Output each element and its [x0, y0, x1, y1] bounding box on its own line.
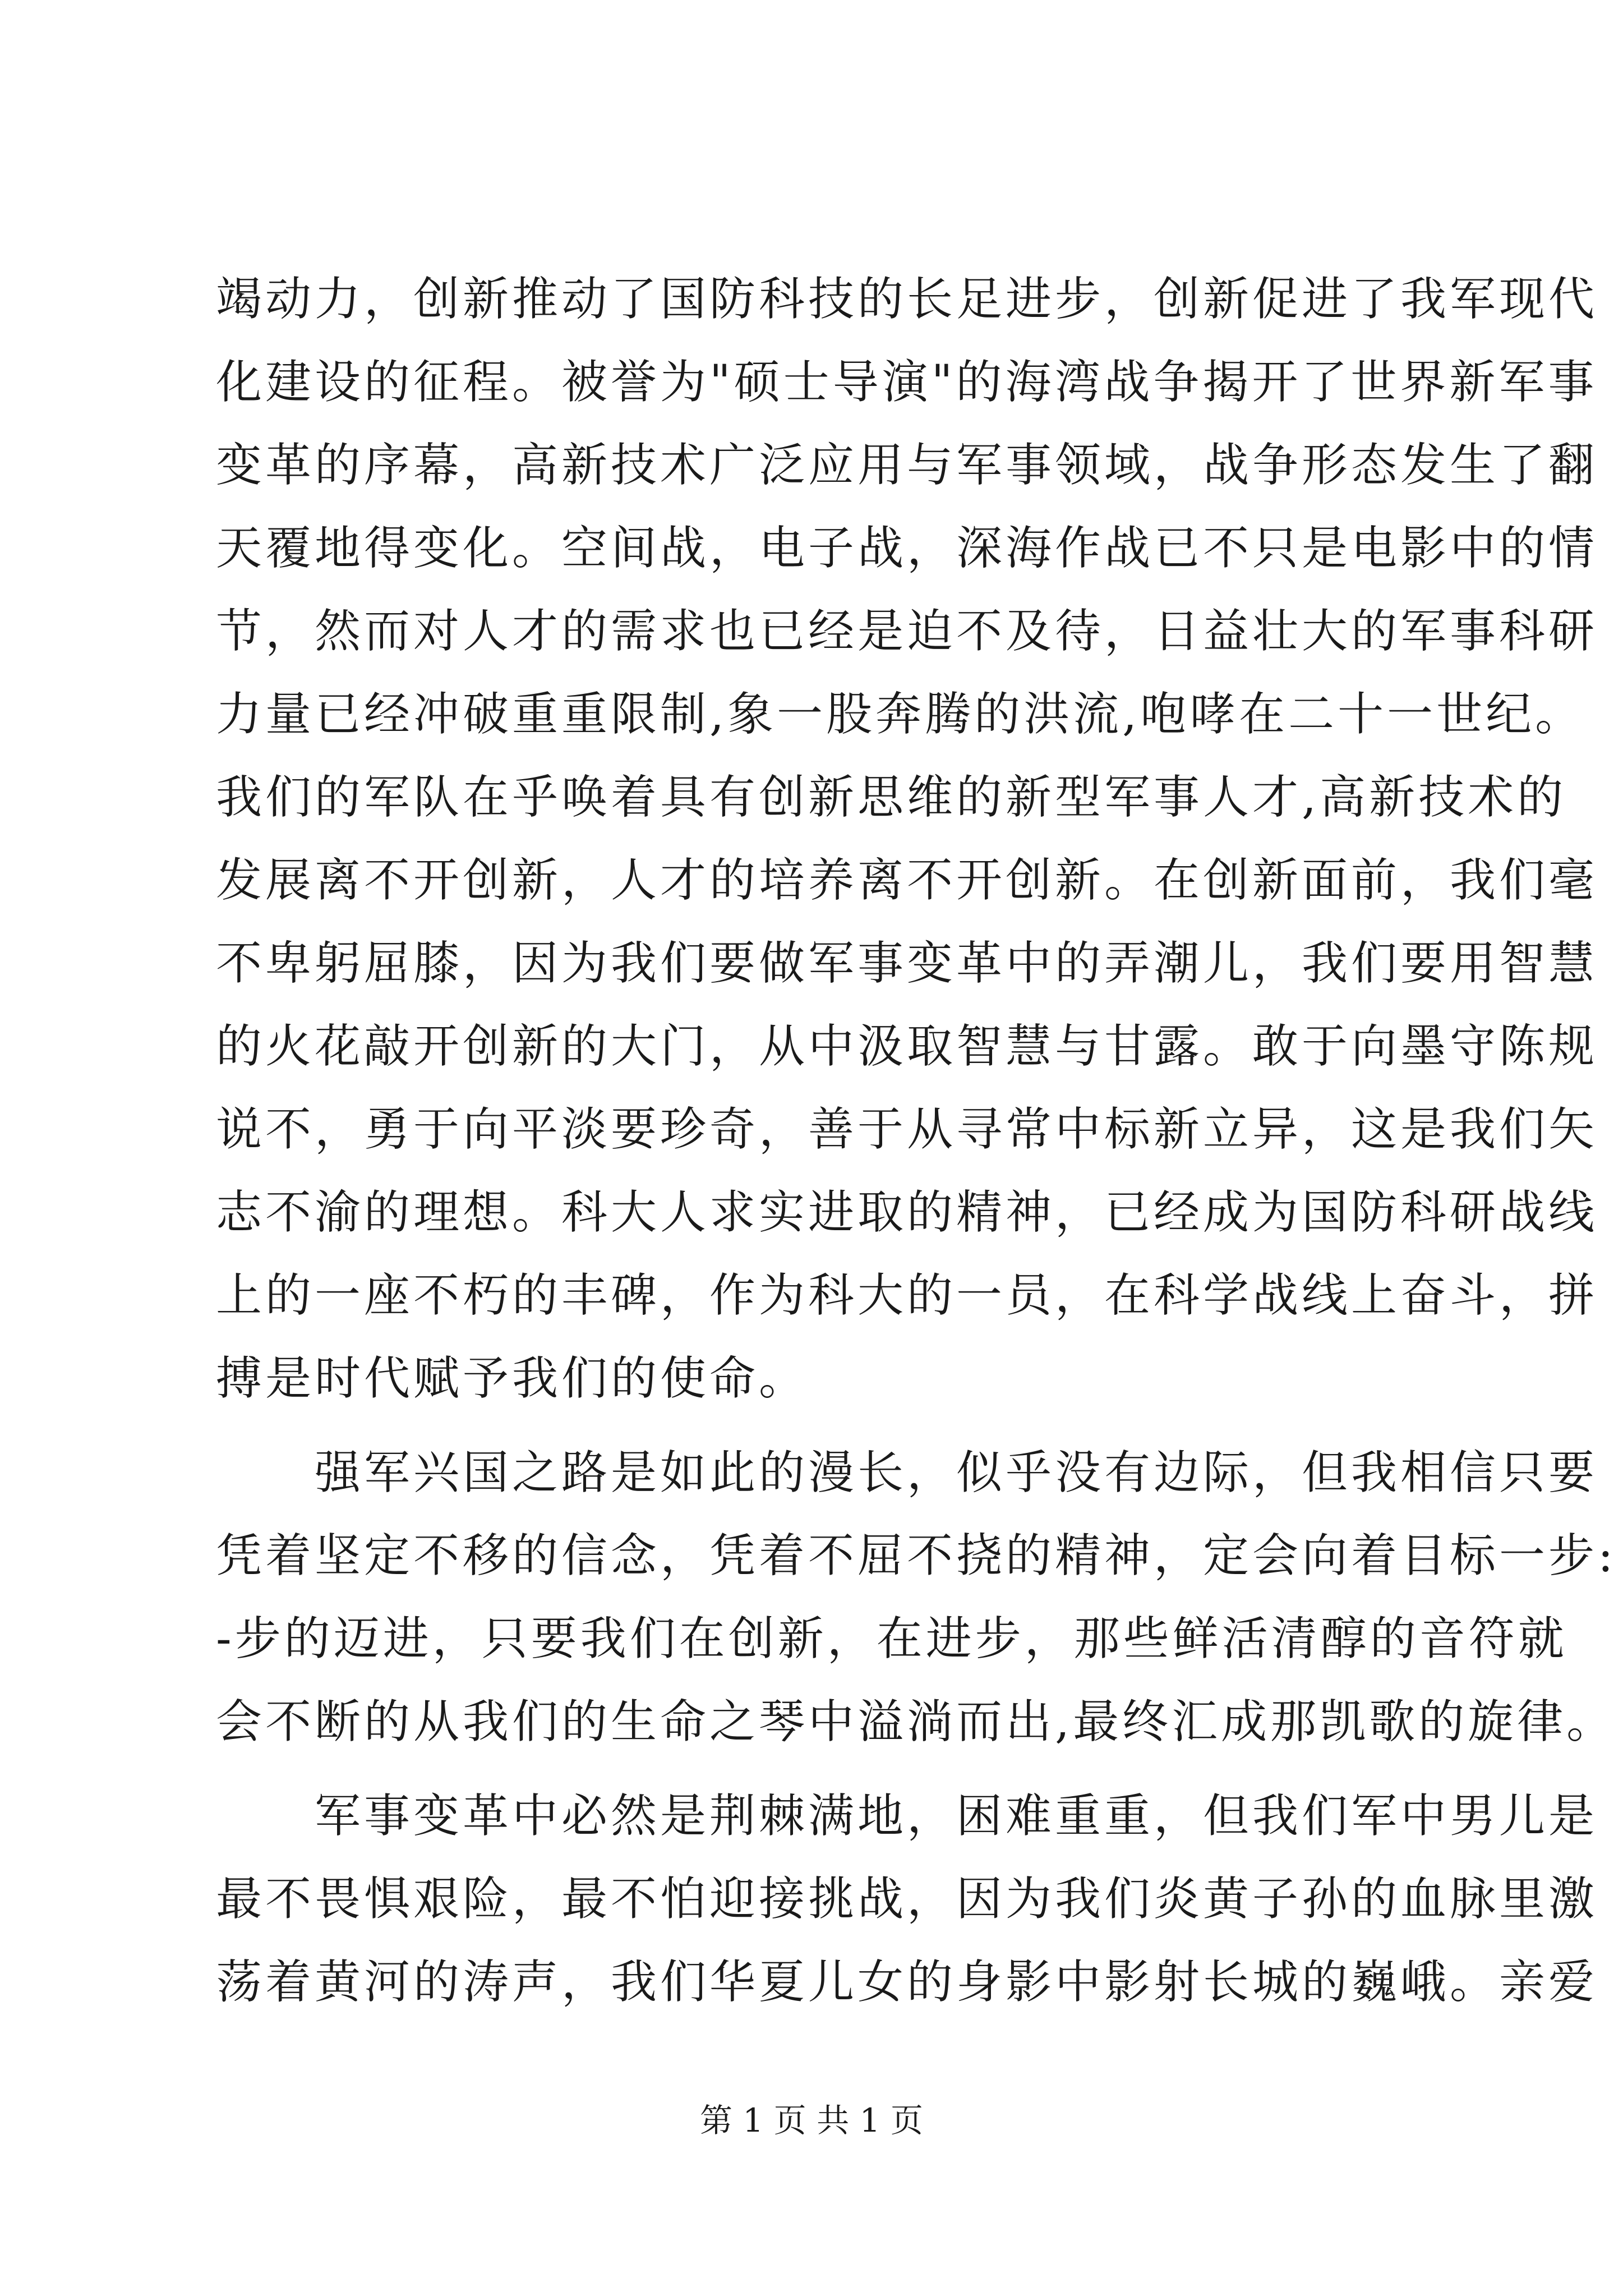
text-line: 最不畏惧艰险，最不怕迎接挑战，因为我们炎黄子孙的血脉里激	[216, 1872, 1598, 1926]
text-line: 凭着坚定不移的信念，凭着不屈不挠的精神，定会向着目标一步:	[216, 1529, 1617, 1582]
text-line: 不卑躬屈膝，因为我们要做军事变革中的弄潮儿，我们要用智慧	[216, 937, 1598, 990]
paragraph-spacing	[216, 1420, 1422, 1432]
page-number-label: 第 1 页 共 1 页	[700, 2101, 923, 2139]
paragraph-1	[216, 258, 1598, 1420]
paragraph-3	[216, 1775, 1598, 2024]
text-line: 竭动力，创新推动了国防科技的长足进步，创新促进了我军现代	[216, 273, 1598, 326]
text-line: 的火花敲开创新的大门，从中汲取智慧与甘露。敢于向墨守陈规	[216, 1020, 1598, 1073]
text-line: 会不断的从我们的生命之琴中溢淌而出,最终汇成那凯歌的旋律。	[216, 1695, 1616, 1749]
text-line: 力量已经冲破重重限制,象一股奔腾的洪流,咆哮在二十一世纪。	[216, 688, 1585, 741]
paragraph-spacing	[216, 1764, 1422, 1775]
body-text	[216, 258, 1617, 2024]
text-line: 节，然而对人才的需求也已经是迫不及待，日益壮大的军事科研	[216, 605, 1598, 658]
text-line: 荡着黄河的涛声，我们华夏儿女的身影中影射长城的巍峨。亲爱	[216, 1955, 1598, 2009]
text-line: 变革的序幕，高新技术广泛应用与军事领域，战争形态发生了翻	[216, 439, 1598, 492]
text-line: 发展离不开创新，人才的培养离不开创新。在创新面前，我们毫	[216, 854, 1598, 907]
text-line: 天覆地得变化。空间战，电子战，深海作战已不只是电影中的情	[216, 522, 1598, 575]
paragraph-2	[216, 1432, 1617, 1764]
text-line: 志不渝的理想。科大人求实进取的精神，已经成为国防科研战线	[216, 1186, 1598, 1239]
text-line: 化建设的征程。被誉为"硕士导演"的海湾战争揭开了世界新军事	[216, 356, 1598, 409]
text-line: 我们的军队在乎唤着具有创新思维的新型军事人才,高新技术的	[216, 771, 1567, 824]
text-line: 说不，勇于向平淡要珍奇，善于从寻常中标新立异，这是我们矢	[216, 1103, 1598, 1156]
text-line: 军事变革中必然是荆棘满地，困难重重，但我们军中男儿是	[216, 1789, 1598, 1843]
text-line: 搏是时代赋予我们的使命。	[216, 1352, 809, 1405]
text-line: -步的迈进，只要我们在创新，在进步，那些鲜活清醇的音符就	[216, 1612, 1567, 1665]
text-line: 强军兴国之路是如此的漫长，似乎没有边际，但我相信只要	[216, 1446, 1598, 1499]
text-line: 上的一座不朽的丰碑，作为科大的一员，在科学战线上奋斗，拼	[216, 1269, 1598, 1322]
page-footer	[0, 2098, 1623, 2143]
